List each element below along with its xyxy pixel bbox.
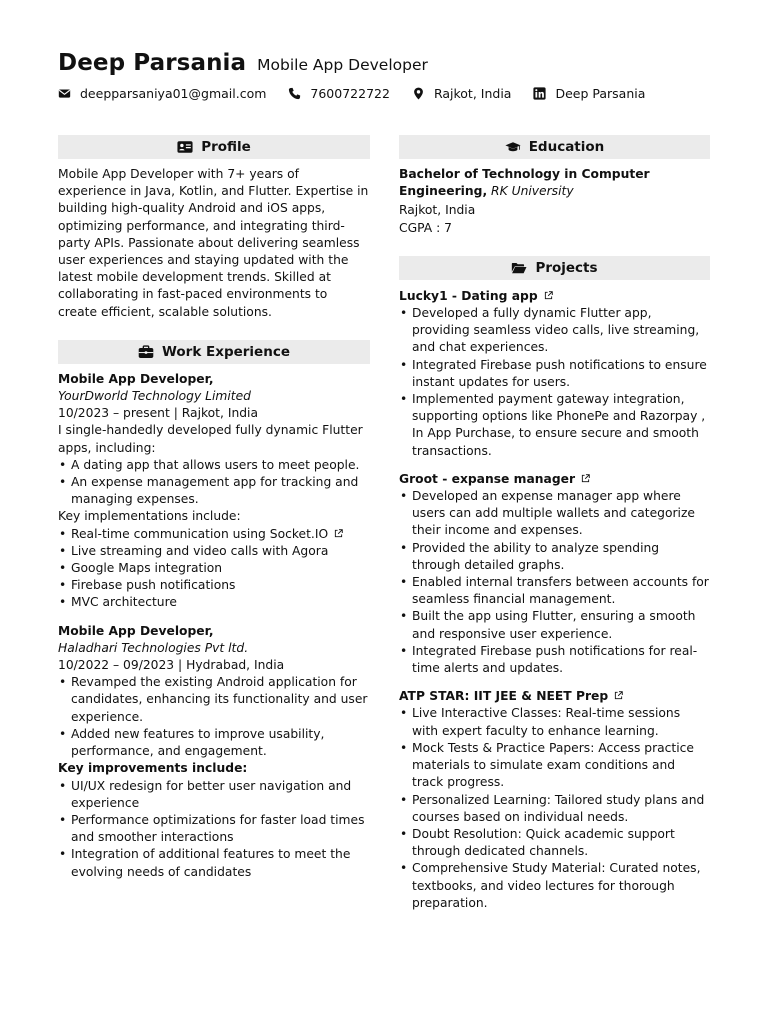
left-column xyxy=(58,135,370,881)
project-title-text: Groot - expanse manager xyxy=(399,471,576,486)
project-title-text: ATP STAR: IIT JEE & NEET Prep xyxy=(399,689,609,704)
list-item: • Integration of additional features to meet the evolving needs of candidates xyxy=(58,846,370,880)
map-pin-icon xyxy=(412,87,425,100)
list-item: • Integrated Firebase push notifications to ensure instant updates for users. xyxy=(399,357,710,391)
briefcase-icon xyxy=(138,345,154,359)
work-heading xyxy=(58,340,370,364)
full-name: Deep Parsania xyxy=(58,50,247,76)
external-link-icon[interactable] xyxy=(614,691,623,700)
resume-header xyxy=(58,50,718,101)
job-role: Mobile App Developer xyxy=(257,56,428,74)
list-item: • Developed an expense manager app where users can add multiple wallets and categorize their income and expenses. xyxy=(399,488,710,540)
education-heading-label: Education xyxy=(528,139,605,155)
profile-heading-label: Profile xyxy=(201,139,251,155)
list-item: • Enabled internal transfers between accounts for seamless financial management. xyxy=(399,574,710,608)
external-link-icon[interactable] xyxy=(581,474,590,483)
phone-text: 7600722722 xyxy=(310,86,390,101)
project-entry xyxy=(399,471,710,677)
right-column xyxy=(399,135,710,912)
external-link-icon[interactable] xyxy=(334,529,343,538)
job-dates: 10/2023 – present | Rajkot, India xyxy=(58,406,259,421)
list-item: • Firebase push notifications xyxy=(58,577,370,594)
projects-heading-label: Projects xyxy=(535,259,598,276)
education-cgpa: CGPA : 7 xyxy=(399,220,452,235)
education-location: Rajkot, India xyxy=(399,203,476,218)
list-item: • MVC architecture xyxy=(58,594,370,611)
list-item: • Live streaming and video calls with Agora xyxy=(58,543,370,560)
job-intro: I single-handedly developed fully dynamic Flutter apps, including: xyxy=(58,423,363,455)
company-name: YourDworld Technology Limited xyxy=(58,389,251,404)
job-dates: 10/2022 – 09/2023 | Hydrabad, India xyxy=(58,658,285,673)
education-heading xyxy=(399,135,710,159)
contact-location xyxy=(412,86,512,101)
job-title: Mobile App Developer, xyxy=(58,371,214,386)
list-item: • Built the app using Flutter, ensuring a smooth and responsive user experience. xyxy=(399,608,710,642)
list-item: • UI/UX redesign for better user navigation and experience xyxy=(58,778,370,812)
list-item: • Doubt Resolution: Quick academic support through dedicated channels. xyxy=(399,826,710,860)
profile-heading xyxy=(58,135,370,159)
projects-heading xyxy=(399,256,710,280)
job-sub-heading: Key improvements include: xyxy=(58,761,248,776)
project-title[interactable] xyxy=(399,688,710,705)
project-entry xyxy=(399,288,710,460)
project-entry xyxy=(399,688,710,912)
list-item: • Personalized Learning: Tailored study plans and courses based on individual needs. xyxy=(399,792,710,826)
job-bullets xyxy=(58,457,370,509)
list-item: • Implemented payment gateway integration, supporting options like PhonePe and Razorpay , In App Purchase, to ensure secure and smooth transactions. xyxy=(399,391,710,460)
contact-linkedin[interactable] xyxy=(533,86,645,101)
project-title[interactable] xyxy=(399,471,710,488)
education-entry xyxy=(399,166,710,237)
project-bullets xyxy=(399,305,710,460)
list-item: • Mock Tests & Practice Papers: Access practice materials to simulate exam conditions and track progress. xyxy=(399,740,710,792)
id-card-icon xyxy=(177,140,193,154)
project-title[interactable] xyxy=(399,288,710,305)
work-heading-label: Work Experience xyxy=(162,343,290,360)
project-bullets xyxy=(399,705,710,911)
list-item: • Live Interactive Classes: Real-time sessions with expert faculty to enhance learning. xyxy=(399,705,710,739)
list-item[interactable] xyxy=(58,526,370,543)
location-text: Rajkot, India xyxy=(433,86,512,101)
list-item: • Integrated Firebase push notifications for real-time alerts and updates. xyxy=(399,643,710,677)
name-row xyxy=(58,50,718,76)
list-item: • Performance optimizations for faster load times and smoother interactions xyxy=(58,812,370,846)
list-item: • A dating app that allows users to meet people. xyxy=(58,457,370,474)
contact-row xyxy=(58,86,718,101)
list-item: • Provided the ability to analyze spending through detailed graphs. xyxy=(399,540,710,574)
contact-email[interactable] xyxy=(58,86,266,101)
contact-phone[interactable] xyxy=(288,86,390,101)
list-item: • Comprehensive Study Material: Curated notes, textbooks, and video lectures for thorough preparation. xyxy=(399,860,710,912)
email-text: deepparsaniya01@gmail.com xyxy=(80,86,267,101)
job-bullets xyxy=(58,778,370,881)
linkedin-icon xyxy=(533,87,546,100)
company-name: Haladhari Technologies Pvt ltd. xyxy=(58,640,249,655)
project-title-text: Lucky1 - Dating app xyxy=(399,288,538,303)
phone-icon xyxy=(288,87,301,100)
list-item: • Revamped the existing Android application for candidates, enhancing its functionality and user experience. xyxy=(58,674,370,726)
university: RK University xyxy=(491,184,574,199)
job-entry xyxy=(58,371,370,612)
job-entry xyxy=(58,623,370,881)
job-title: Mobile App Developer, xyxy=(58,623,214,638)
list-item-text: Real-time communication using Socket.IO xyxy=(71,526,329,541)
list-item: • An expense management app for tracking and managing expenses. xyxy=(58,474,370,508)
job-bullets xyxy=(58,526,370,612)
job-bullets xyxy=(58,674,370,760)
job-sub-heading: Key implementations include: xyxy=(58,509,241,524)
degree-line xyxy=(399,166,710,200)
list-item: • Added new features to improve usability, performance, and engagement. xyxy=(58,726,370,760)
graduation-cap-icon xyxy=(505,140,521,154)
degree: Bachelor of Technology in Computer Engineering, xyxy=(399,167,650,199)
list-item: • Google Maps integration xyxy=(58,560,370,577)
profile-text: Mobile App Developer with 7+ years of experience in Java, Kotlin, and Flutter. Expertise in building high-quality Android and iOS apps, optimizing performance, and integrating third-party APIs. Passionate about delivering seamless user experiences and staying updated with the latest mobile development trends. Skilled at collaborating in fast-paced environments to create efficient, scalable solutions. xyxy=(58,167,369,319)
folder-open-icon xyxy=(511,261,527,275)
linkedin-text: Deep Parsania xyxy=(555,86,646,101)
envelope-icon xyxy=(58,87,71,100)
external-link-icon[interactable] xyxy=(544,291,553,300)
list-item: • Developed a fully dynamic Flutter app, providing seamless video calls, live streaming, and chat experiences. xyxy=(399,305,710,357)
project-bullets xyxy=(399,488,710,677)
